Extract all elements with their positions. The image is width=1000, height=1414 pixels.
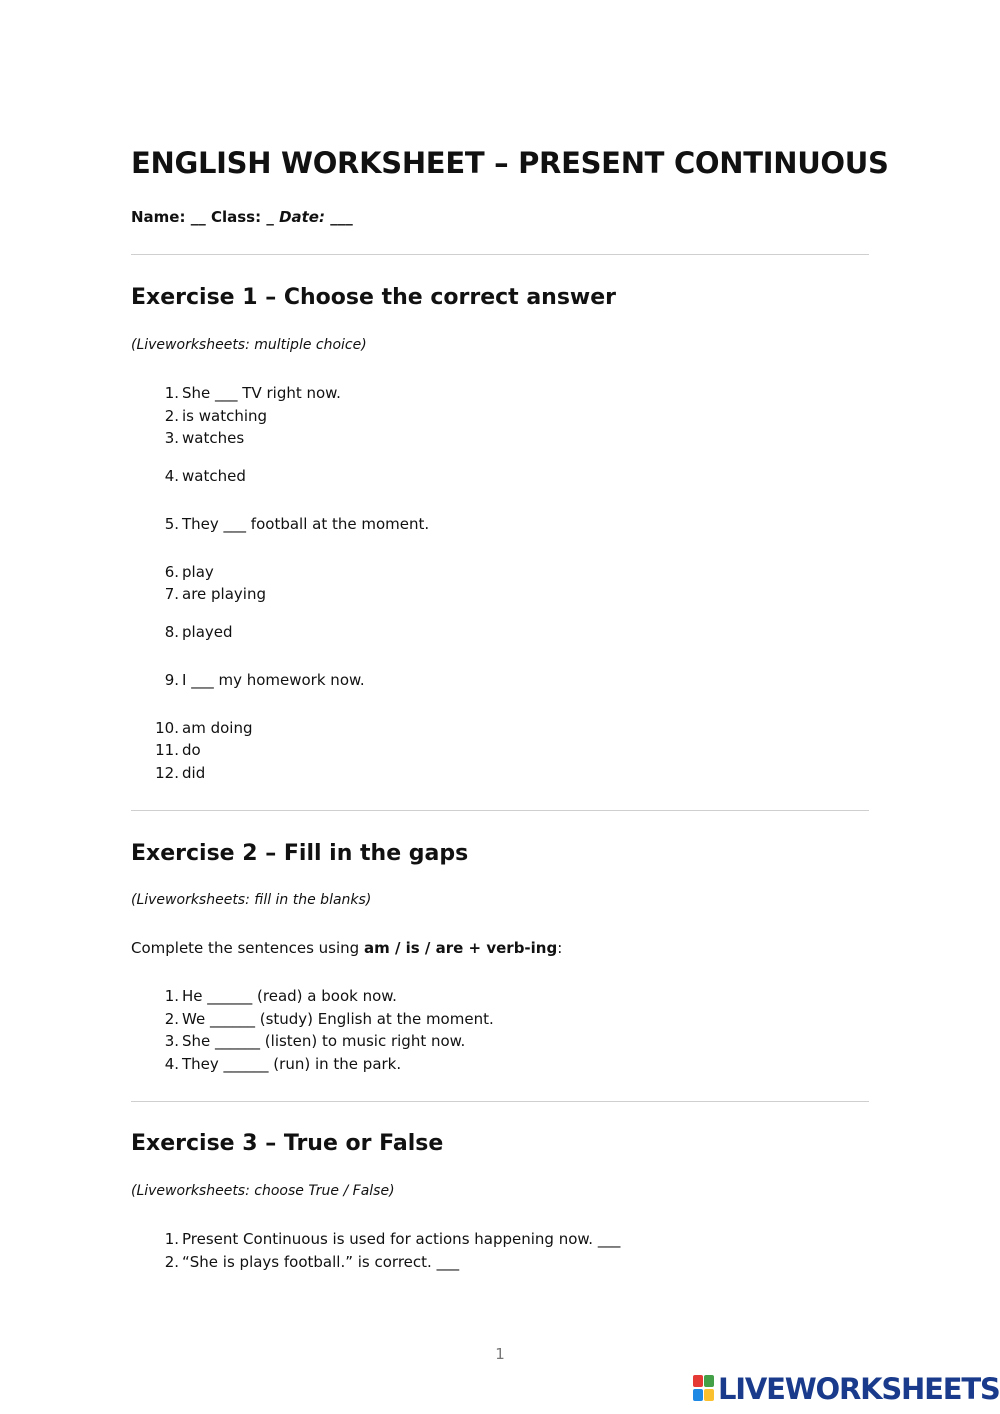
answer-option[interactable]: 8. played xyxy=(164,623,233,641)
divider xyxy=(131,254,869,255)
answer-option[interactable]: 11. do xyxy=(155,741,201,759)
class-label: Class: xyxy=(210,208,262,226)
exercise2-instruction: Complete the sentences using am / is / are + verb-ing: xyxy=(131,939,563,957)
answer-option[interactable]: 2. is watching xyxy=(164,407,268,425)
class-blank[interactable]: _ xyxy=(266,208,274,226)
answer-option[interactable]: 10. am doing xyxy=(155,719,253,737)
exercise2-heading: Exercise 2 – Fill in the gaps xyxy=(131,841,469,866)
page-number: 1 xyxy=(495,1345,505,1363)
student-info-line xyxy=(131,208,353,226)
date-blank[interactable]: ___ xyxy=(330,208,353,226)
list-item[interactable]: 4. They ______ (run) in the park. xyxy=(164,1055,402,1073)
list-item: 9. I ___ my homework now. xyxy=(164,671,365,689)
list-item[interactable]: 1. He ______ (read) a book now. xyxy=(164,987,397,1005)
list-item: 1. She ___ TV right now. xyxy=(164,384,341,402)
exercise3-note: (Liveworksheets: choose True / False) xyxy=(131,1183,395,1199)
list-item[interactable]: 1. Present Continuous is used for actions happening now. ___ xyxy=(164,1230,621,1248)
name-blank[interactable]: __ xyxy=(190,208,206,226)
date-label: Date: xyxy=(279,208,325,226)
exercise1-note: (Liveworksheets: multiple choice) xyxy=(131,337,367,353)
list-item[interactable]: 3. She ______ (listen) to music right now. xyxy=(164,1032,466,1050)
divider xyxy=(131,810,869,811)
divider xyxy=(131,1101,869,1102)
name-label: Name: xyxy=(131,208,186,226)
liveworksheets-logo xyxy=(693,1372,1000,1406)
list-item[interactable]: 2. “She is plays football.” is correct. ___ xyxy=(164,1253,460,1271)
answer-option[interactable]: 3. watches xyxy=(164,429,245,447)
answer-option[interactable]: 6. play xyxy=(164,563,214,581)
exercise3-heading: Exercise 3 – True or False xyxy=(131,1131,444,1156)
list-item[interactable]: 2. We ______ (study) English at the moment. xyxy=(164,1010,494,1028)
liveworksheets-logo-text: LIVEWORKSHEETS xyxy=(718,1372,1000,1406)
page-title: ENGLISH WORKSHEET – PRESENT CONTINUOUS xyxy=(131,146,889,180)
liveworksheets-logo-icon xyxy=(693,1375,715,1403)
answer-option[interactable]: 7. are playing xyxy=(164,585,266,603)
list-item: 5. They ___ football at the moment. xyxy=(164,515,430,533)
exercise1-heading: Exercise 1 – Choose the correct answer xyxy=(131,285,617,310)
exercise2-note: (Liveworksheets: fill in the blanks) xyxy=(131,892,372,908)
answer-option[interactable]: 4. watched xyxy=(164,467,246,485)
answer-option[interactable]: 12. did xyxy=(155,764,206,782)
